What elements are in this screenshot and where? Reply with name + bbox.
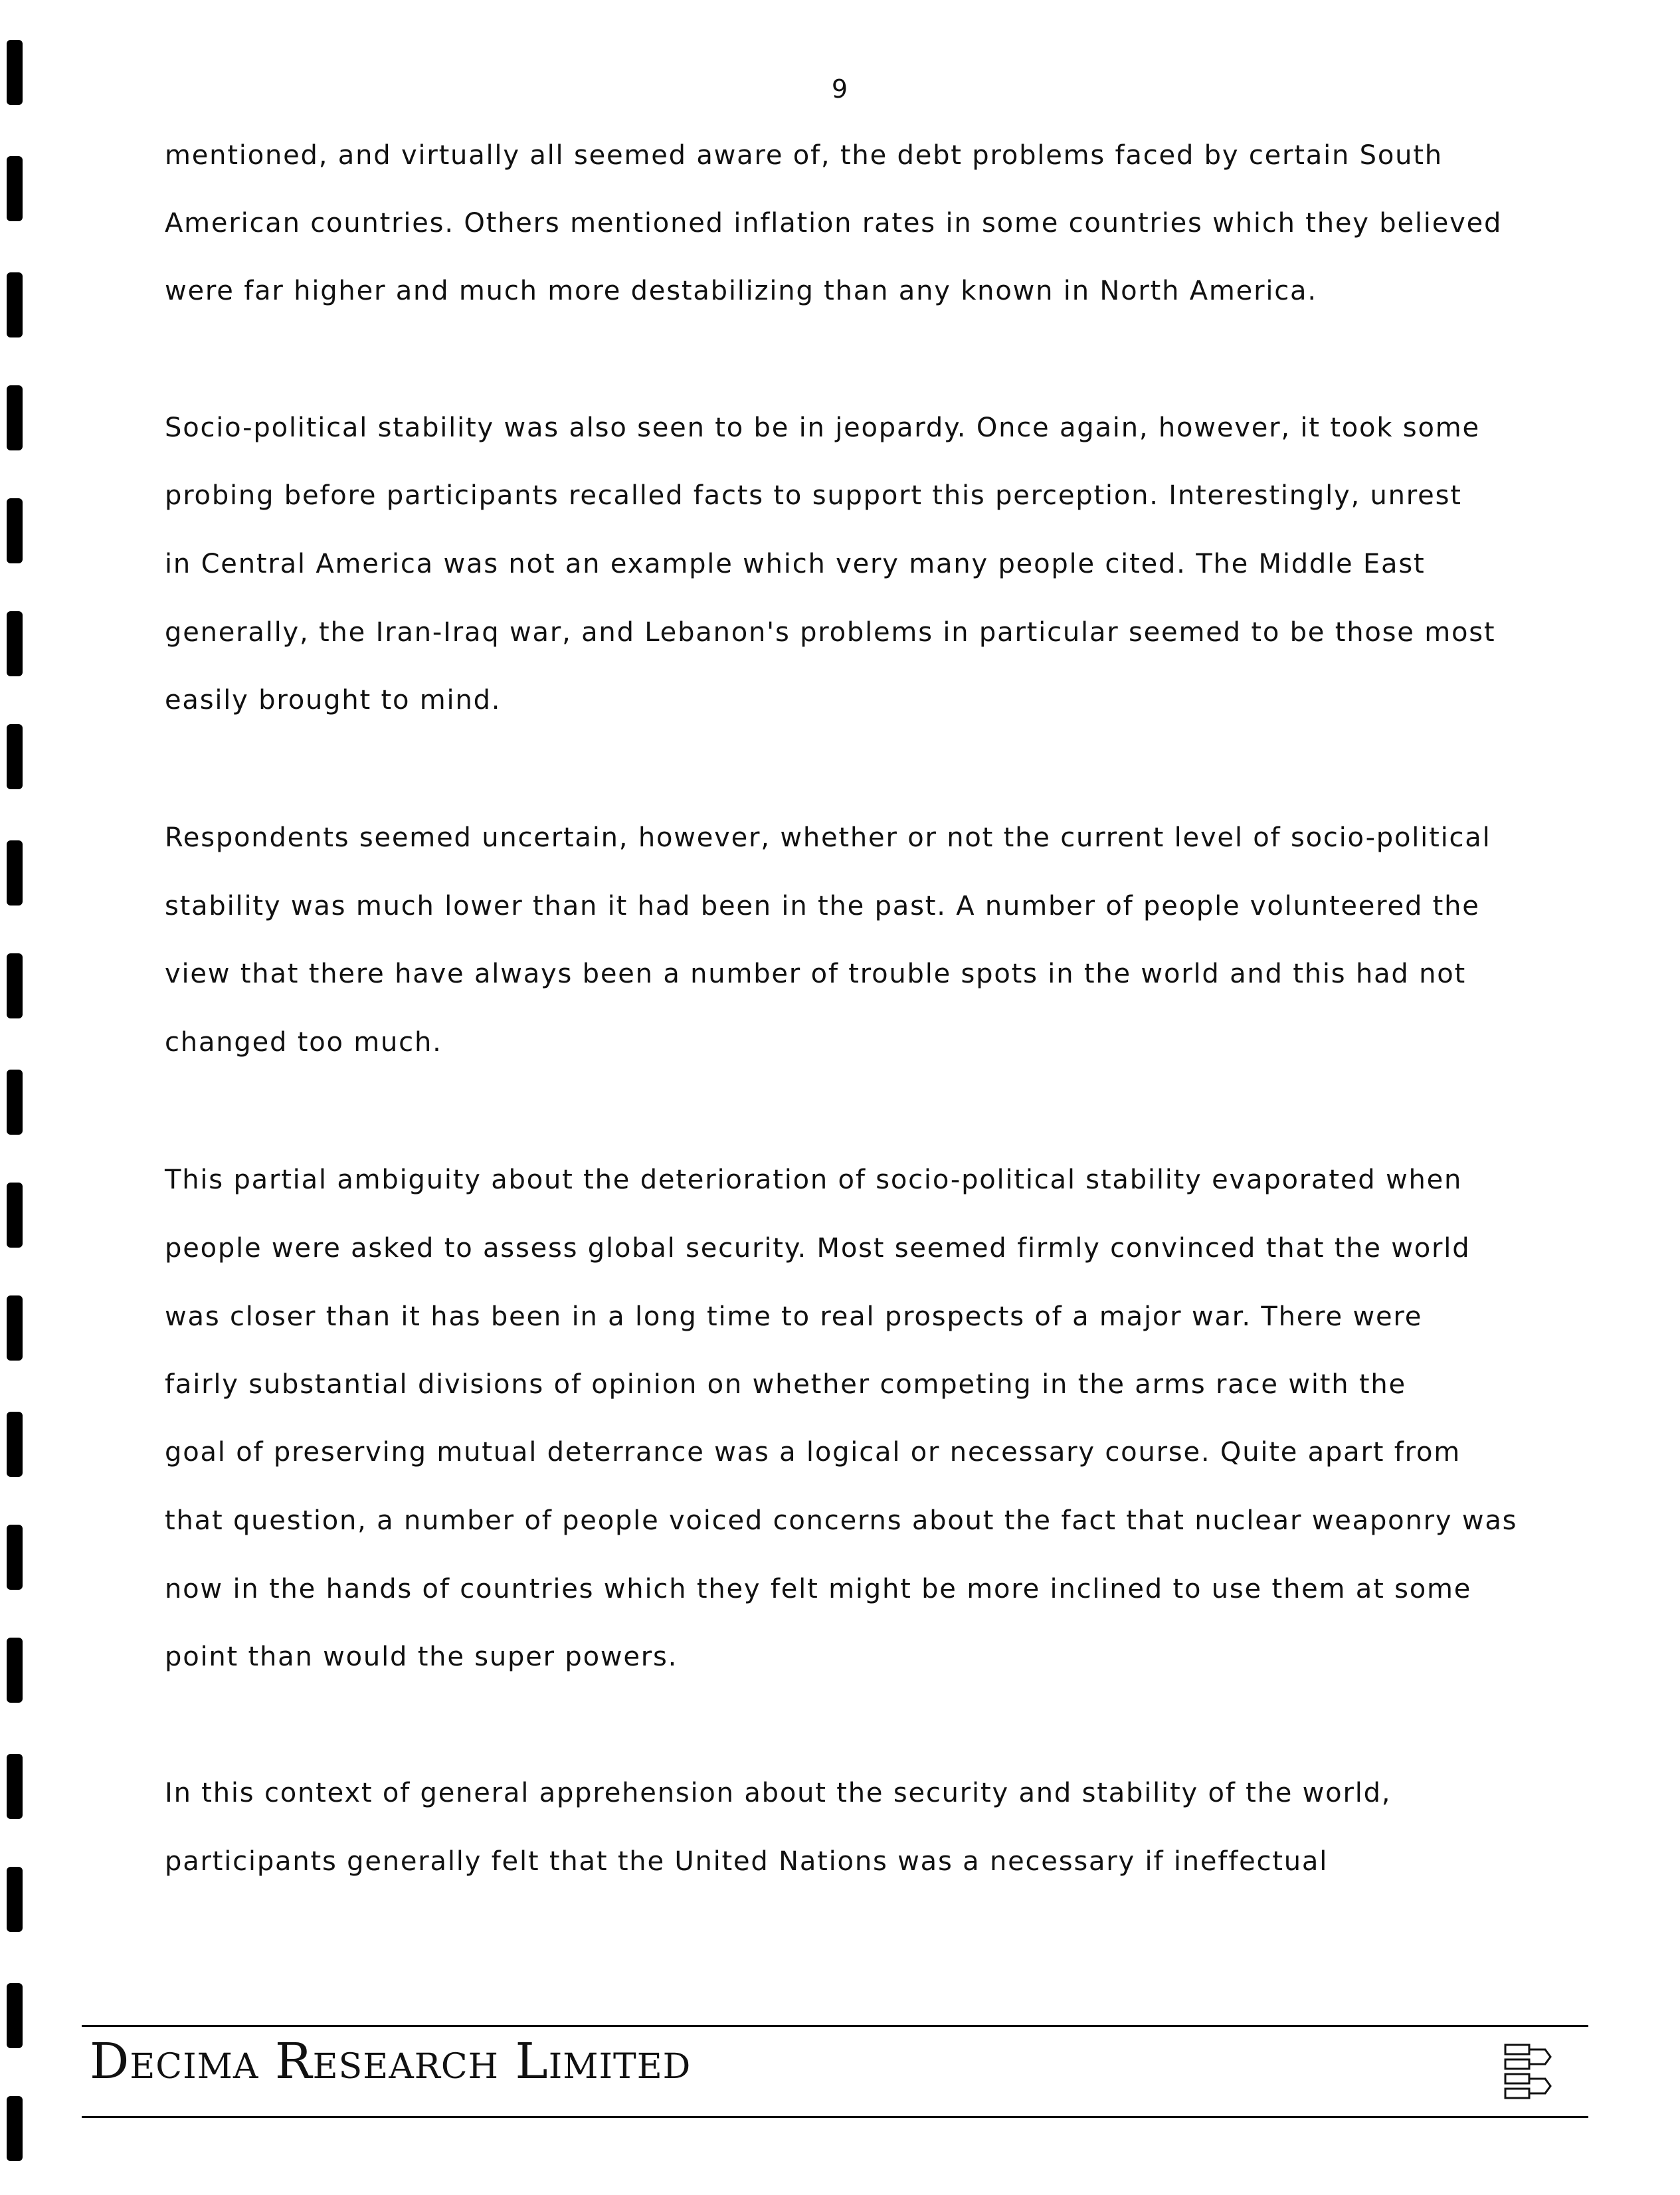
binder-mark [7, 156, 23, 221]
binder-mark [7, 1183, 23, 1248]
paragraph-line: fairly substantial divisions of opinion on whether competing in the arms race with the [165, 1369, 1406, 1400]
binder-mark [7, 724, 23, 789]
binder-mark [7, 498, 23, 563]
paragraph-line: stability was much lower than it had been in the past. A number of people volunteered the [165, 891, 1480, 921]
binder-mark [7, 385, 23, 450]
binder-mark [7, 953, 23, 1018]
binder-mark [7, 1070, 23, 1135]
paragraph-line: changed too much. [165, 1027, 442, 1058]
paragraph-line: generally, the Iran-Iraq war, and Lebanon's problems in particular seemed to be those most [165, 617, 1496, 648]
footer-bottom-rule [82, 2116, 1588, 2118]
paragraph-line: In this context of general apprehension about the security and stability of the world, [165, 1778, 1392, 1808]
paragraph-line: in Central America was not an example which very many people cited. The Middle East [165, 549, 1426, 579]
binder-mark [7, 1412, 23, 1477]
binder-mark [7, 272, 23, 337]
paragraph-line: now in the hands of countries which they felt might be more inclined to use them at some [165, 1574, 1472, 1604]
page-number: 9 [831, 74, 849, 104]
binder-mark [7, 1867, 23, 1932]
binder-mark [7, 840, 23, 906]
binder-mark [7, 1983, 23, 2048]
paragraph-line: probing before participants recalled facts to support this perception. Interestingly, unrest [165, 480, 1462, 511]
paragraph-line: were far higher and much more destabilizing than any known in North America. [165, 276, 1317, 306]
binder-mark [7, 1638, 23, 1703]
paragraph-line: view that there have always been a number of trouble spots in the world and this had not [165, 959, 1467, 989]
binder-mark [7, 1295, 23, 1361]
binder-mark [7, 1525, 23, 1590]
paragraph-line: Respondents seemed uncertain, however, whether or not the current level of socio-political [165, 822, 1491, 853]
binder-mark [7, 2096, 23, 2161]
paragraph-line: people were asked to assess global security. Most seemed firmly convinced that the world [165, 1233, 1471, 1264]
paragraph-line: that question, a number of people voiced concerns about the fact that nuclear weaponry was [165, 1505, 1518, 1536]
paragraph-line: easily brought to mind. [165, 685, 502, 716]
binder-mark [7, 611, 23, 676]
paragraph-line: was closer than it has been in a long time to real prospects of a major war. There were [165, 1301, 1423, 1332]
paragraph-line: American countries. Others mentioned inflation rates in some countries which they believed [165, 208, 1503, 239]
paragraph-line: This partial ambiguity about the deterioration of socio-political stability evaporated when [165, 1165, 1463, 1195]
paragraph-line: participants generally felt that the United Nations was a necessary if ineffectual [165, 1846, 1329, 1877]
paragraph-line: point than would the super powers. [165, 1642, 678, 1672]
paragraph-line: Socio-political stability was also seen to be in jeopardy. Once again, however, it took some [165, 413, 1480, 443]
binder-mark [7, 1754, 23, 1819]
footer-top-rule [82, 2025, 1588, 2027]
footer-company-name: Decima Research Limited [90, 2033, 692, 2090]
decima-logo-icon [1503, 2040, 1556, 2103]
paragraph-line: mentioned, and virtually all seemed aware of, the debt problems faced by certain South [165, 140, 1443, 171]
paragraph-line: goal of preserving mutual deterrance was a logical or necessary course. Quite apart from [165, 1437, 1461, 1468]
